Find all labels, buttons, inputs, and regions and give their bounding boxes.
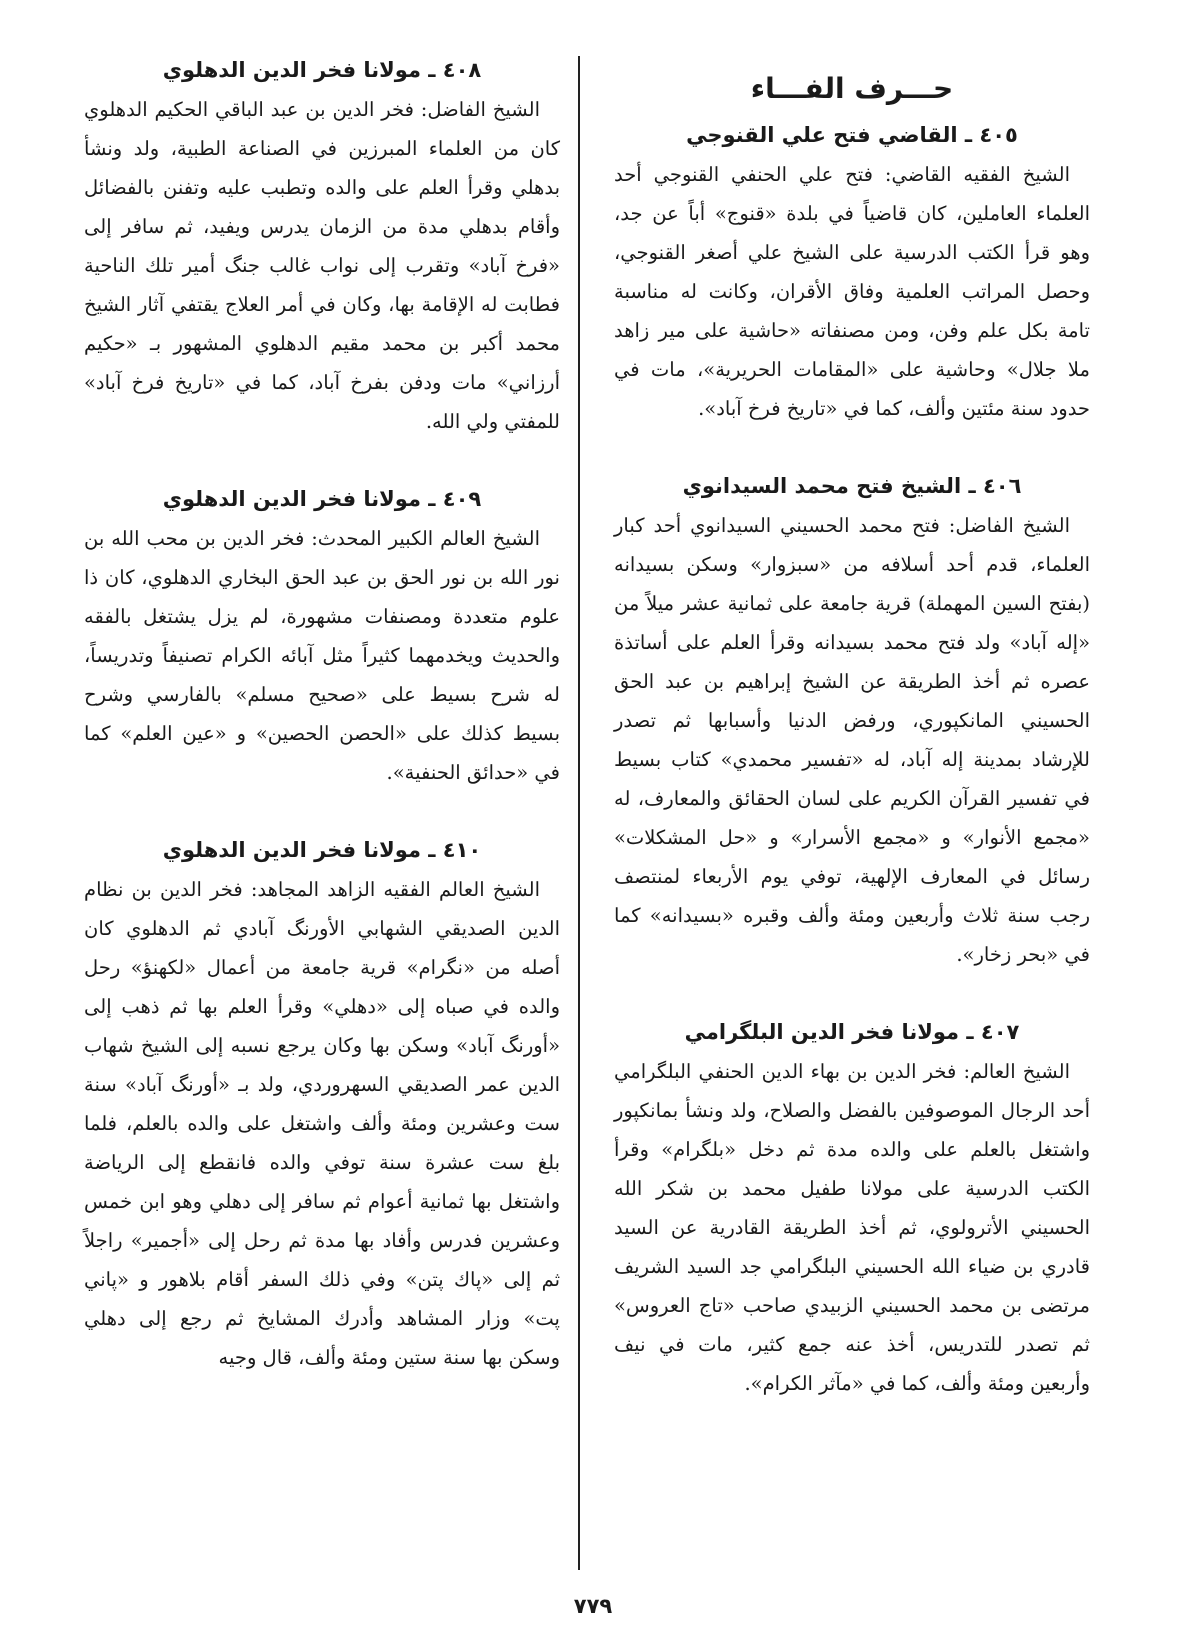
entry-body: الشيخ الفاضل: فتح محمد الحسيني السيدانوي أحد كبار العلماء، قدم أحد أسلافه من «سبزوار» وسكن بسيدانه (بفتح السين المهملة) قرية جامعة على ثمانية عشر ميلاً من «إله آباد» ولد فتح محمد بسيدانه وقرأ العلم على أساتذة عصره ثم أخذ الطريقة عن الشيخ إبراهيم بن عبد الحق الحسيني المانكپوري، ورفض الدنيا وأسبابها ثم تصدر للإرشاد بمدينة إله آباد، له «تفسير محمدي» كتاب بسيط في تفسير القرآن الكريم على لسان الحقائق والمعارف، له «مجمع الأنوار» و «مجمع الأسرار» و «حل المشكلات» رسائل في المعارف الإلهية، توفي يوم الأربعاء لمنتصف رجب سنة ثلاث وأربعين ومئة وألف وقبره «بسيدانه» كما في «بحر زخار». xyxy=(614,514,1090,966)
entry-410 xyxy=(84,838,560,1377)
right-column xyxy=(614,58,1090,1449)
entry-title: ٤٠٦ ـ الشيخ فتح محمد السيدانوي xyxy=(682,474,1022,498)
entry-body: الشيخ الفقيه القاضي: فتح علي الحنفي القنوجي أحد العلماء العاملين، كان قاضياً في بلدة «قنوج» أباً عن جد، وهو قرأ الكتب الدرسية على الشيخ علي أصغر القنوجي، وحصل المراتب العلمية وفاق الأقران، وكانت له مناسبة تامة بكل علم وفن، ومن مصنفاته «حاشية على مير زاهد ملا جلال» وحاشية على «المقامات الحريرية»، مات في حدود سنة مئتين وألف، كما في «تاريخ فرخ آباد». xyxy=(614,163,1090,420)
section-title: حـــرف الفـــاء xyxy=(750,72,954,105)
entry-body: الشيخ الفاضل: فخر الدين بن عبد الباقي الحكيم الدهلوي كان من العلماء المبرزين في الصناعة الطبية، ولد ونشأ بدهلي وقرأ العلم على والده وتطبب عليه وتفنن بالفضائل وأقام بدهلي مدة من الزمان يدرس ويفيد، ثم سافر إلى «فرخ آباد» وتقرب إلى نواب غالب جنگ أمير تلك الناحية فطابت له الإقامة بها، وكان في أمر العلاج يقتفي آثار الشيخ محمد أكبر بن محمد مقيم الدهلوي المشهور بـ «حكيم أرزاني» مات ودفن بفرخ آباد، كما في «تاريخ فرخ آباد» للمفتي ولي الله. xyxy=(84,98,560,433)
entry-title: ٤٠٨ ـ مولانا فخر الدين الدهلوي xyxy=(162,58,482,82)
entry-body: الشيخ العالم: فخر الدين بن بهاء الدين الحنفي البلگرامي أحد الرجال الموصوفين بالفضل والصلاح، ولد ونشأ بمانكپور واشتغل بالعلم على والده مدة ثم دخل «بلگرام» وقرأ الكتب الدرسية على مولانا طفيل محمد بن شكر الله الحسيني الأترولوي، ثم أخذ الطريقة القادرية عن السيد قادري بن ضياء الله الحسيني البلگرامي جد السيد الشريف مرتضى بن محمد الحسيني الزبيدي صاحب «تاج العروس» ثم تصدر للتدريس، أخذ عنه جمع كثير، مات في نيف وأربعين ومئة وألف، كما في «مآثر الكرام». xyxy=(614,1060,1090,1395)
entry-title: ٤١٠ ـ مولانا فخر الدين الدهلوي xyxy=(162,838,482,862)
entry-406 xyxy=(614,474,1090,974)
column-divider xyxy=(578,56,580,1570)
entry-409 xyxy=(84,487,560,792)
entry-408 xyxy=(84,58,560,441)
entry-title: ٤٠٩ ـ مولانا فخر الدين الدهلوي xyxy=(162,487,482,511)
page-number: ٧٧٩ xyxy=(573,1594,613,1618)
left-column xyxy=(84,58,560,1423)
entry-405 xyxy=(614,123,1090,428)
entry-407 xyxy=(614,1020,1090,1403)
entry-body: الشيخ العالم الكبير المحدث: فخر الدين بن محب الله بن نور الله بن نور الحق بن عبد الحق البخاري الدهلوي، كان ذا علوم متعددة ومصنفات مشهورة، لم يزل يشتغل بالفقه والحديث ويخدمهما كثيراً مثل آبائه الكرام تصنيفاً وتدريساً، له شرح بسيط على «صحيح مسلم» بالفارسي وشرح بسيط كذلك على «الحصن الحصين» و «عين العلم» كما في «حدائق الحنفية». xyxy=(84,527,560,784)
entry-title: ٤٠٧ ـ مولانا فخر الدين البلگرامي xyxy=(684,1020,1020,1044)
entry-body: الشيخ العالم الفقيه الزاهد المجاهد: فخر الدين بن نظام الدين الصديقي الشهابي الأورنگ آبادي ثم الدهلوي كان أصله من «نگرام» قرية جامعة من أعمال «لكهنؤ» رحل والده في صباه إلى «دهلي» وقرأ العلم بها ثم ذهب إلى «أورنگ آباد» وسكن بها وكان يرجع نسبه إلى الشيخ شهاب الدين عمر الصديقي السهروردي، ولد بـ «أورنگ آباد» سنة ست وعشرين ومئة وألف واشتغل على والده بالعلم، فلما بلغ ست عشرة سنة توفي والده فانقطع إلى الرياضة واشتغل بها ثمانية أعوام ثم سافر إلى دهلي وهو ابن خمس وعشرين فدرس وأفاد بها مدة ثم رحل إلى «أجمير» راجلاً ثم إلى «پاك پتن» وفي ذلك السفر أقام بلاهور و «پاني پت» وزار المشاهد وأدرك المشايخ ثم رجع إلى دهلي وسكن بها سنة ستين ومئة وألف، قال وجيه xyxy=(84,878,560,1369)
entry-title: ٤٠٥ ـ القاضي فتح علي القنوجي xyxy=(686,123,1018,147)
